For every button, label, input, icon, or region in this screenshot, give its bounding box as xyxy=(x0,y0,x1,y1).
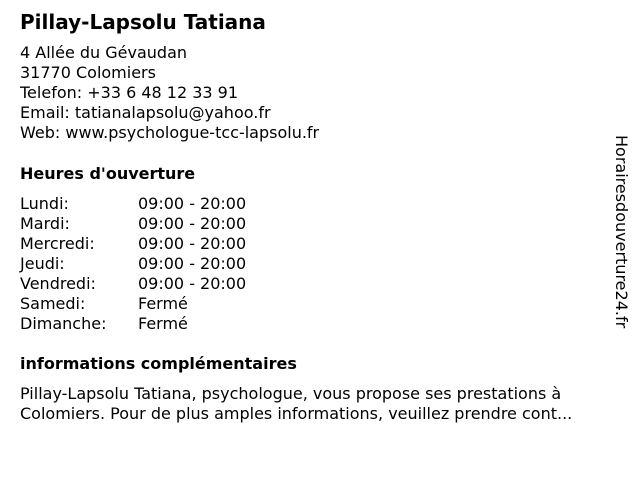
hours-row-saturday xyxy=(20,294,246,314)
business-name: Pillay-Lapsolu Tatiana xyxy=(20,10,266,34)
day-label: Vendredi: xyxy=(20,274,96,293)
hours-row-sunday xyxy=(20,314,246,334)
hours-value: 09:00 - 20:00 xyxy=(138,274,247,293)
hours-row-thursday xyxy=(20,254,246,274)
opening-hours-heading: Heures d'ouverture xyxy=(20,164,196,183)
day-label: Mercredi: xyxy=(20,234,95,253)
address-street: 4 Allée du Gévaudan xyxy=(20,43,188,62)
contact-block xyxy=(20,43,319,143)
hours-value: 09:00 - 20:00 xyxy=(138,234,247,253)
website-url: Web: www.psychologue-tcc-lapsolu.fr xyxy=(20,123,320,142)
day-label: Lundi: xyxy=(20,194,69,213)
day-label: Jeudi: xyxy=(20,254,65,273)
description-line: Colomiers. Pour de plus amples informations, veuillez prendre cont... xyxy=(20,404,573,423)
hours-value: 09:00 - 20:00 xyxy=(138,254,247,273)
hours-row-friday xyxy=(20,274,246,294)
hours-value: 09:00 - 20:00 xyxy=(138,194,247,213)
email-address: Email: tatianalapsolu@yahoo.fr xyxy=(20,103,271,122)
day-label: Mardi: xyxy=(20,214,70,233)
site-watermark: Horairesdouverture24.fr xyxy=(612,135,631,329)
hours-value: Fermé xyxy=(138,294,188,313)
hours-value: Fermé xyxy=(138,314,188,333)
description-line: Pillay-Lapsolu Tatiana, psychologue, vous propose ses prestations à xyxy=(20,384,562,403)
day-label: Dimanche: xyxy=(20,314,107,333)
hours-row-wednesday xyxy=(20,234,246,254)
hours-row-tuesday xyxy=(20,214,246,234)
hours-value: 09:00 - 20:00 xyxy=(138,214,247,233)
business-description xyxy=(20,384,625,424)
phone-number: Telefon: +33 6 48 12 33 91 xyxy=(20,83,239,102)
hours-row-monday xyxy=(20,194,246,214)
opening-hours-table xyxy=(20,194,246,334)
day-label: Samedi: xyxy=(20,294,86,313)
address-city: 31770 Colomiers xyxy=(20,63,156,82)
additional-info-heading: informations complémentaires xyxy=(20,354,297,373)
